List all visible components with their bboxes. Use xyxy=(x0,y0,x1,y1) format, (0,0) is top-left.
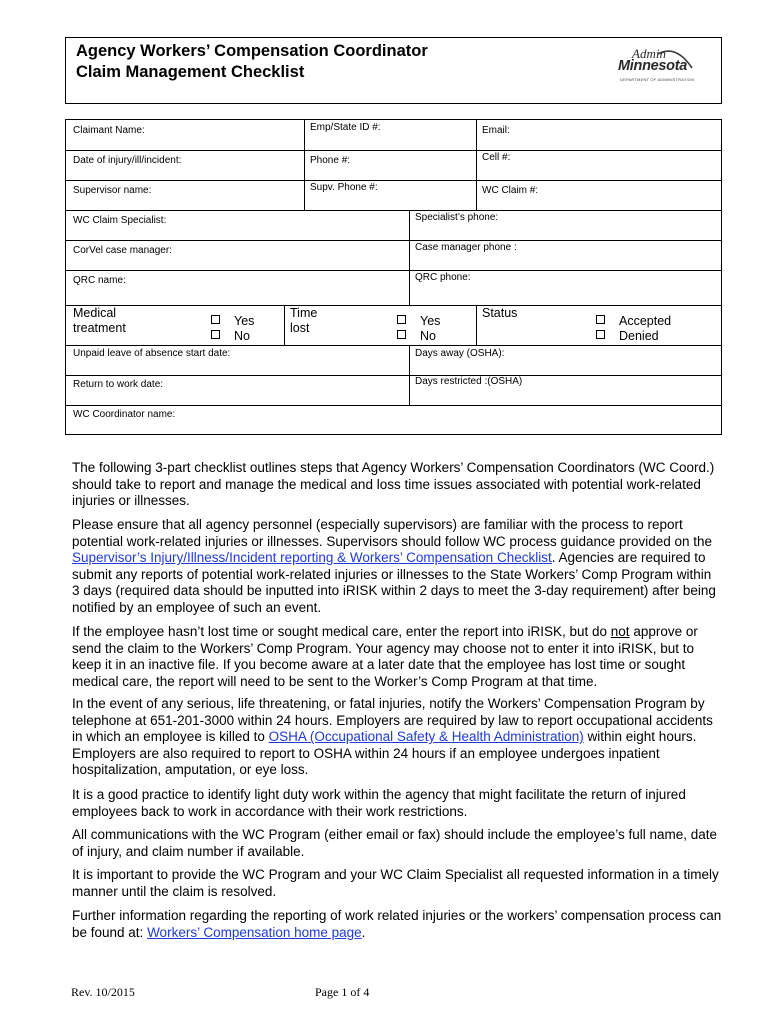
admin-minnesota-logo xyxy=(618,46,698,96)
case-manager-phone-field[interactable]: Case manager phone : xyxy=(415,242,517,253)
checkbox-icon xyxy=(596,315,605,324)
revision-date: Rev. 10/2015 xyxy=(71,985,135,999)
status-label: Status xyxy=(482,306,518,320)
status-accepted-checkbox[interactable]: Accepted xyxy=(596,314,671,329)
paragraph-no-lost-time: If the employee hasn’t lost time or sought medical care, enter the report into iRISK, but do not approve or send the claim to the Workers’ Comp Program. Your agency may choose not to enter it into iRISK, but to keep it in an inactive file. If you become aware at a later date that the employee has lost time or sought medical care, the report will need to be sent to the Worker’s Comp Program at that time. xyxy=(72,624,698,689)
logo-tagline: DEPARTMENT OF ADMINISTRATION xyxy=(620,77,695,82)
qrc-phone-field[interactable]: QRC phone: xyxy=(415,272,471,283)
corvel-case-manager-field[interactable]: CorVel case manager: xyxy=(73,245,172,256)
paragraph-serious-injuries: In the event of any serious, life threatening, or fatal injuries, notify the Workers’ Compensation Program by telephone at 651-201-3000 within 24 hours. Employers are required by law to report occupational accidents in which an employee is killed to OSHA (Occupational Safety & Health Administration) within eight hours. Employers are also required to report to OSHA within 24 hours if an employee undergoes inpatient hospitalization, amputation, or eye loss. xyxy=(72,696,713,777)
date-of-injury-field[interactable]: Date of injury/ill/incident: xyxy=(73,155,182,166)
cell-field[interactable]: Cell #: xyxy=(482,152,511,163)
supervisor-checklist-link[interactable]: Supervisor’s Injury/Illness/Incident reporting & Workers’ Compensation Checklist xyxy=(72,550,552,565)
specialists-phone-field[interactable]: Specialist’s phone: xyxy=(415,212,499,223)
email-field[interactable]: Email: xyxy=(482,125,510,136)
paragraph-light-duty: It is a good practice to identify light duty work within the agency that might facilitate the return of injured employees back to work in accordance with their work restrictions. xyxy=(72,787,686,819)
title-box xyxy=(65,37,722,104)
medical-yes-checkbox[interactable]: Yes xyxy=(211,314,254,329)
paragraph-further-info: Further information regarding the reporting of work related injuries or the workers’ compensation process can be found at: Workers’ Compensation home page. xyxy=(72,908,722,940)
status-denied-checkbox[interactable]: Denied xyxy=(596,329,659,344)
return-to-work-field[interactable]: Return to work date: xyxy=(73,379,164,390)
document-subtitle: Claim Management Checklist xyxy=(76,63,305,81)
wc-coordinator-name-field[interactable]: WC Coordinator name: xyxy=(73,409,176,420)
paragraph-reporting: Please ensure that all agency personnel (especially supervisors) are familiar with the process to report potential work-related injuries or illnesses. Supervisors should follow WC process guidance provided on the Supervisor’s Injury/Illness/Incident reporting & Workers’ Compensation Checklist. Agencies are required to submit any reports of potential work-related injuries or illnesses to the State Workers’ Comp Program within 3 days (required data should be inputted into iRISK within 2 days to meet the 3-day requirement) after being notified by an employee of such an event. xyxy=(72,517,716,615)
days-restricted-field[interactable]: Days restricted :(OSHA) xyxy=(415,376,523,387)
time-lost-yes-checkbox[interactable]: Yes xyxy=(397,314,440,329)
logo-word: Minnesota xyxy=(618,58,688,74)
supervisor-name-field[interactable]: Supervisor name: xyxy=(73,185,152,196)
medical-no-checkbox[interactable]: No xyxy=(211,329,250,344)
checkbox-icon xyxy=(211,315,220,324)
supv-phone-field[interactable]: Supv. Phone #: xyxy=(310,182,378,193)
checkbox-icon xyxy=(397,330,406,339)
time-lost-label: Time lost xyxy=(290,306,318,335)
checkbox-icon xyxy=(211,330,220,339)
osha-link[interactable]: OSHA (Occupational Safety & Health Administration) xyxy=(268,729,584,744)
medical-treatment-label: Medical treatment xyxy=(73,306,126,335)
page-number: Page 1 of 4 xyxy=(315,985,370,999)
checkbox-icon xyxy=(397,315,406,324)
wc-claim-field[interactable]: WC Claim #: xyxy=(482,185,539,196)
phone-field[interactable]: Phone #: xyxy=(310,155,351,166)
paragraph-timely-info: It is important to provide the WC Program and your WC Claim Specialist all requested information in a timely manner until the claim is resolved. xyxy=(72,867,719,899)
claim-info-form xyxy=(65,119,722,435)
workers-comp-home-link[interactable]: Workers’ Compensation home page xyxy=(147,924,362,940)
paragraph-communications: All communications with the WC Program (either email or fax) should include the employee’s full name, date of injury, and claim number if available. xyxy=(72,827,718,859)
claimant-name-field[interactable]: Claimant Name: xyxy=(73,125,145,136)
paragraph-intro: The following 3-part checklist outlines steps that Agency Workers’ Compensation Coordinators (WC Coord.) should take to report and manage the medical and loss time issues associated with potential work-related injuries or illnesses. xyxy=(72,460,715,508)
days-away-field[interactable]: Days away (OSHA): xyxy=(415,348,505,359)
document-title: Agency Workers’ Compensation Coordinator xyxy=(76,42,428,60)
logo-script: Admin xyxy=(632,46,666,61)
time-lost-no-checkbox[interactable]: No xyxy=(397,329,436,344)
wc-claim-specialist-field[interactable]: WC Claim Specialist: xyxy=(73,215,167,226)
checkbox-icon xyxy=(596,330,605,339)
qrc-name-field[interactable]: QRC name: xyxy=(73,275,126,286)
emp-state-id-field[interactable]: Emp/State ID #: xyxy=(310,122,381,133)
unpaid-leave-field[interactable]: Unpaid leave of absence start date: xyxy=(73,348,231,359)
